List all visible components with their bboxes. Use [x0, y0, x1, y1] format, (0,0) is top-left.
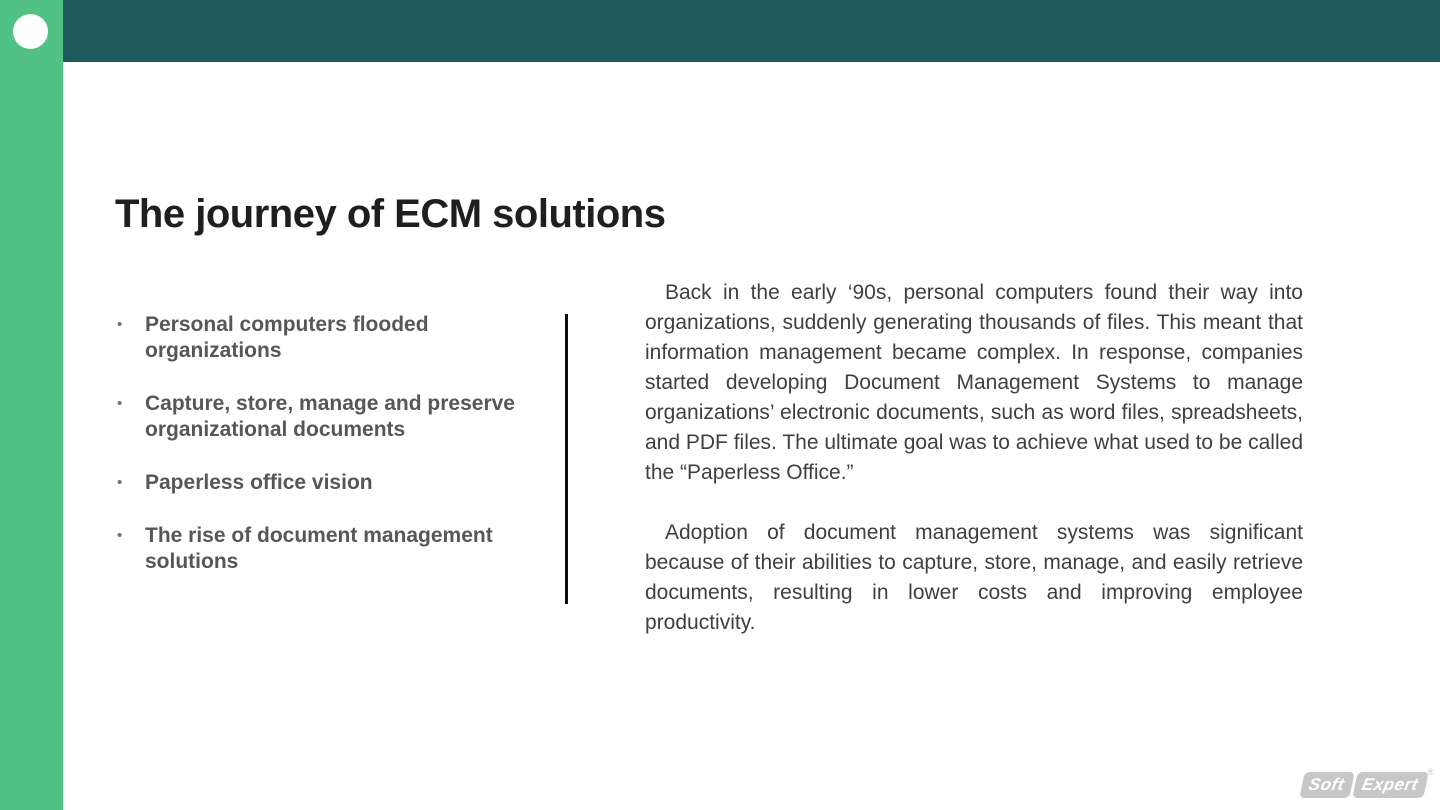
left-accent-bar	[0, 0, 63, 810]
registered-mark: ®	[1427, 767, 1434, 777]
logo-part-soft: Soft	[1299, 772, 1355, 798]
bullet-dot-icon: •	[117, 474, 123, 491]
logo-part-expert: Expert	[1352, 772, 1428, 798]
bullet-dot-icon: •	[117, 395, 123, 412]
bullet-list	[115, 312, 535, 602]
circle-decoration	[13, 14, 48, 49]
bullet-dot-icon: •	[117, 527, 123, 544]
logo-blocks	[1299, 772, 1428, 798]
softexpert-logo	[1302, 767, 1434, 802]
list-item	[115, 312, 535, 364]
bullet-item-label: Paperless office vision	[145, 471, 373, 494]
bullet-item-label: Personal computers flooded organizations	[145, 313, 429, 362]
list-item	[115, 391, 535, 443]
bullet-item-label: The rise of document management solutions	[145, 524, 493, 573]
body-text-column	[645, 278, 1303, 668]
bullet-item-label: Capture, store, manage and preserve organizational documents	[145, 392, 515, 441]
bullet-dot-icon: •	[117, 316, 123, 333]
paragraph: Adoption of document management systems was significant because of their abilities to capture, store, manage, and easily retrieve documents, resulting in lower costs and improving employee productivity.	[645, 521, 1303, 634]
list-item	[115, 523, 535, 575]
list-item	[115, 470, 535, 496]
vertical-divider	[565, 314, 568, 604]
header-band	[63, 0, 1440, 62]
page-title: The journey of ECM solutions	[115, 191, 666, 236]
paragraph: Back in the early ‘90s, personal computers found their way into organizations, suddenly generating thousands of files. This meant that information management became complex. In response, companies started developing Document Management Systems to manage organizations’ electronic documents, such as word files, spreadsheets, and PDF files. The ultimate goal was to achieve what used to be called the “Paperless Office.”	[645, 281, 1303, 484]
